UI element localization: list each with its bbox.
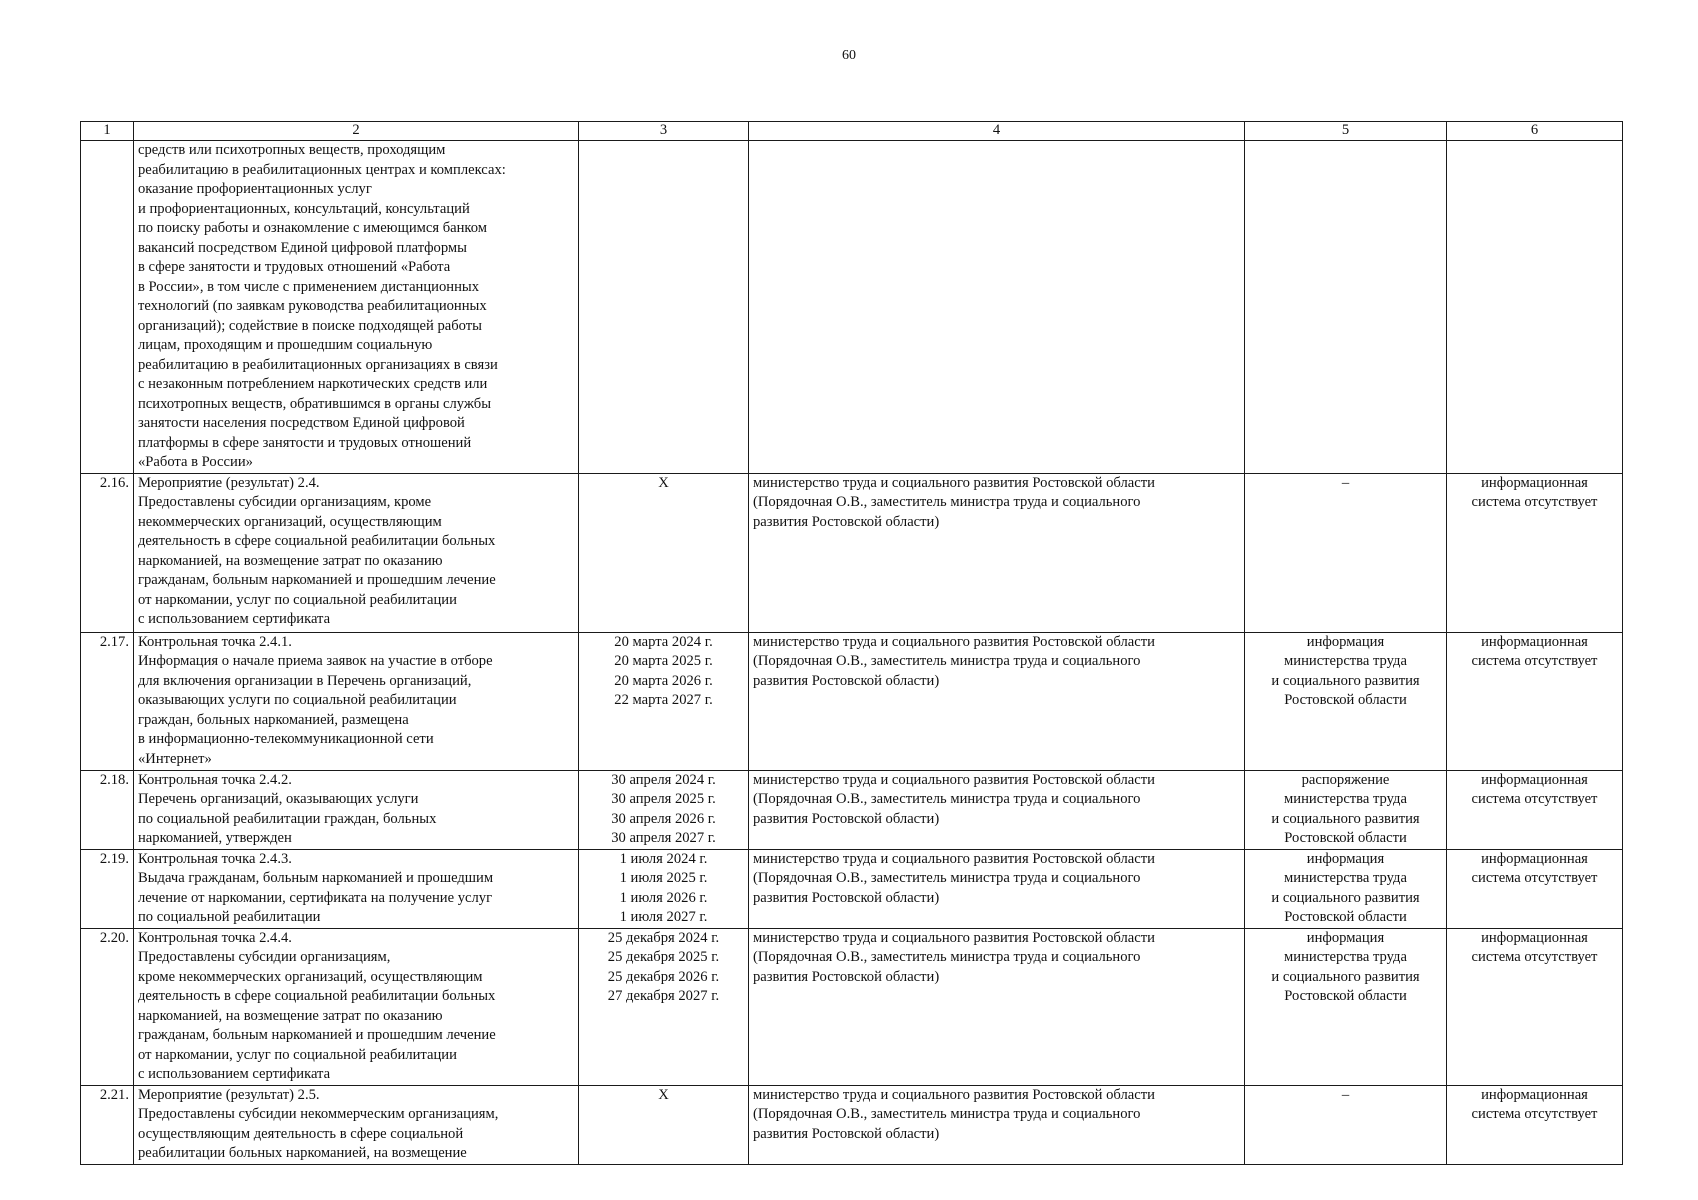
row-dates: X (579, 1085, 749, 1164)
row-info-system: информационная система отсутствует (1447, 849, 1623, 928)
row-document: распоряжение министерства труда и социального развития Ростовской области (1245, 770, 1447, 849)
table-row (81, 849, 1623, 928)
table-row (81, 928, 1623, 1085)
row-dates: 20 марта 2024 г. 20 марта 2025 г. 20 марта 2026 г. 22 марта 2027 г. (579, 632, 749, 770)
table-row (81, 1085, 1623, 1164)
row-document (1245, 141, 1447, 474)
row-document: информация министерства труда и социального развития Ростовской области (1245, 849, 1447, 928)
row-number: 2.19. (81, 849, 134, 928)
row-description: средств или психотропных веществ, проходящим реабилитацию в реабилитационных центрах и комплексах: оказание профориентационных услуг и профориентационных, консультаций, консультаций по поиску работы и ознакомление с имеющимся банком вакансий посредством Единой цифровой платформы в сфере занятости и трудовых отношений «Работа в России», в том числе с применением дистанционных технологий (по заявкам руководства реабилитационных организаций); содействие в поиске подходящей работы лицам, проходящим и прошедшим социальную реабилитацию в реабилитационных организациях в связи с незаконным потреблением наркотических средств или психотропных веществ, обратившимся в органы службы занятости населения посредством Единой цифровой платформы в сфере занятости и трудовых отношений «Работа в России» (134, 141, 579, 474)
row-info-system: информационная система отсутствует (1447, 473, 1623, 632)
page-number: 60 (842, 48, 856, 63)
table-row (81, 141, 1623, 474)
column-header-5: 5 (1245, 122, 1447, 141)
row-number: 2.21. (81, 1085, 134, 1164)
table-row (81, 770, 1623, 849)
measures-table (80, 121, 1623, 1165)
row-number: 2.20. (81, 928, 134, 1085)
row-dates: 30 апреля 2024 г. 30 апреля 2025 г. 30 апреля 2026 г. 30 апреля 2027 г. (579, 770, 749, 849)
row-number: 2.18. (81, 770, 134, 849)
row-dates (579, 141, 749, 474)
row-info-system: информационная система отсутствует (1447, 770, 1623, 849)
row-responsible: министерство труда и социального развития Ростовской области (Порядочная О.В., заместитель министра труда и социального развития Ростовской области) (749, 849, 1245, 928)
row-responsible: министерство труда и социального развития Ростовской области (Порядочная О.В., заместитель министра труда и социального развития Ростовской области) (749, 770, 1245, 849)
row-responsible: министерство труда и социального развития Ростовской области (Порядочная О.В., заместитель министра труда и социального развития Ростовской области) (749, 473, 1245, 632)
column-header-2: 2 (134, 122, 579, 141)
row-document: – (1245, 473, 1447, 632)
row-responsible: министерство труда и социального развития Ростовской области (Порядочная О.В., заместитель министра труда и социального развития Ростовской области) (749, 632, 1245, 770)
row-info-system: информационная система отсутствует (1447, 928, 1623, 1085)
row-description: Контрольная точка 2.4.2. Перечень организаций, оказывающих услуги по социальной реабилитации граждан, больных наркоманией, утвержден (134, 770, 579, 849)
row-info-system: информационная система отсутствует (1447, 632, 1623, 770)
row-info-system: информационная система отсутствует (1447, 1085, 1623, 1164)
row-number: 2.16. (81, 473, 134, 632)
table-row (81, 632, 1623, 770)
row-responsible (749, 141, 1245, 474)
row-info-system (1447, 141, 1623, 474)
row-description: Контрольная точка 2.4.4. Предоставлены субсидии организациям, кроме некоммерческих организаций, осуществляющим деятельность в сфере социальной реабилитации больных наркоманией, на возмещение затрат по оказанию гражданам, больным наркоманией и прошедшим лечение от наркомании, услуг по социальной реабилитации с использованием сертификата (134, 928, 579, 1085)
row-responsible: министерство труда и социального развития Ростовской области (Порядочная О.В., заместитель министра труда и социального развития Ростовской области) (749, 928, 1245, 1085)
row-document: информация министерства труда и социального развития Ростовской области (1245, 928, 1447, 1085)
table-row (81, 473, 1623, 632)
row-number: 2.17. (81, 632, 134, 770)
header-row (81, 122, 1623, 141)
row-description: Мероприятие (результат) 2.5. Предоставлены субсидии некоммерческим организациям, осуществляющим деятельность в сфере социальной реабилитации больных наркоманией, на возмещение (134, 1085, 579, 1164)
row-dates: 1 июля 2024 г. 1 июля 2025 г. 1 июля 2026 г. 1 июля 2027 г. (579, 849, 749, 928)
row-number (81, 141, 134, 474)
column-header-3: 3 (579, 122, 749, 141)
row-description: Контрольная точка 2.4.1. Информация о начале приема заявок на участие в отборе для включения организации в Перечень организаций, оказывающих услуги по социальной реабилитации граждан, больных наркоманией, размещена в информационно-телекоммуникационной сети «Интернет» (134, 632, 579, 770)
row-dates: X (579, 473, 749, 632)
column-header-1: 1 (81, 122, 134, 141)
column-header-6: 6 (1447, 122, 1623, 141)
row-document: – (1245, 1085, 1447, 1164)
column-header-4: 4 (749, 122, 1245, 141)
row-description: Контрольная точка 2.4.3. Выдача гражданам, больным наркоманией и прошедшим лечение от наркомании, сертификата на получение услуг по социальной реабилитации (134, 849, 579, 928)
row-dates: 25 декабря 2024 г. 25 декабря 2025 г. 25 декабря 2026 г. 27 декабря 2027 г. (579, 928, 749, 1085)
row-responsible: министерство труда и социального развития Ростовской области (Порядочная О.В., заместитель министра труда и социального развития Ростовской области) (749, 1085, 1245, 1164)
row-document: информация министерства труда и социального развития Ростовской области (1245, 632, 1447, 770)
row-description: Мероприятие (результат) 2.4. Предоставлены субсидии организациям, кроме некоммерческих организаций, осуществляющим деятельность в сфере социальной реабилитации больных наркоманией, на возмещение затрат по оказанию гражданам, больным наркоманией и прошедшим лечение от наркомании, услуг по социальной реабилитации с использованием сертификата (134, 473, 579, 632)
